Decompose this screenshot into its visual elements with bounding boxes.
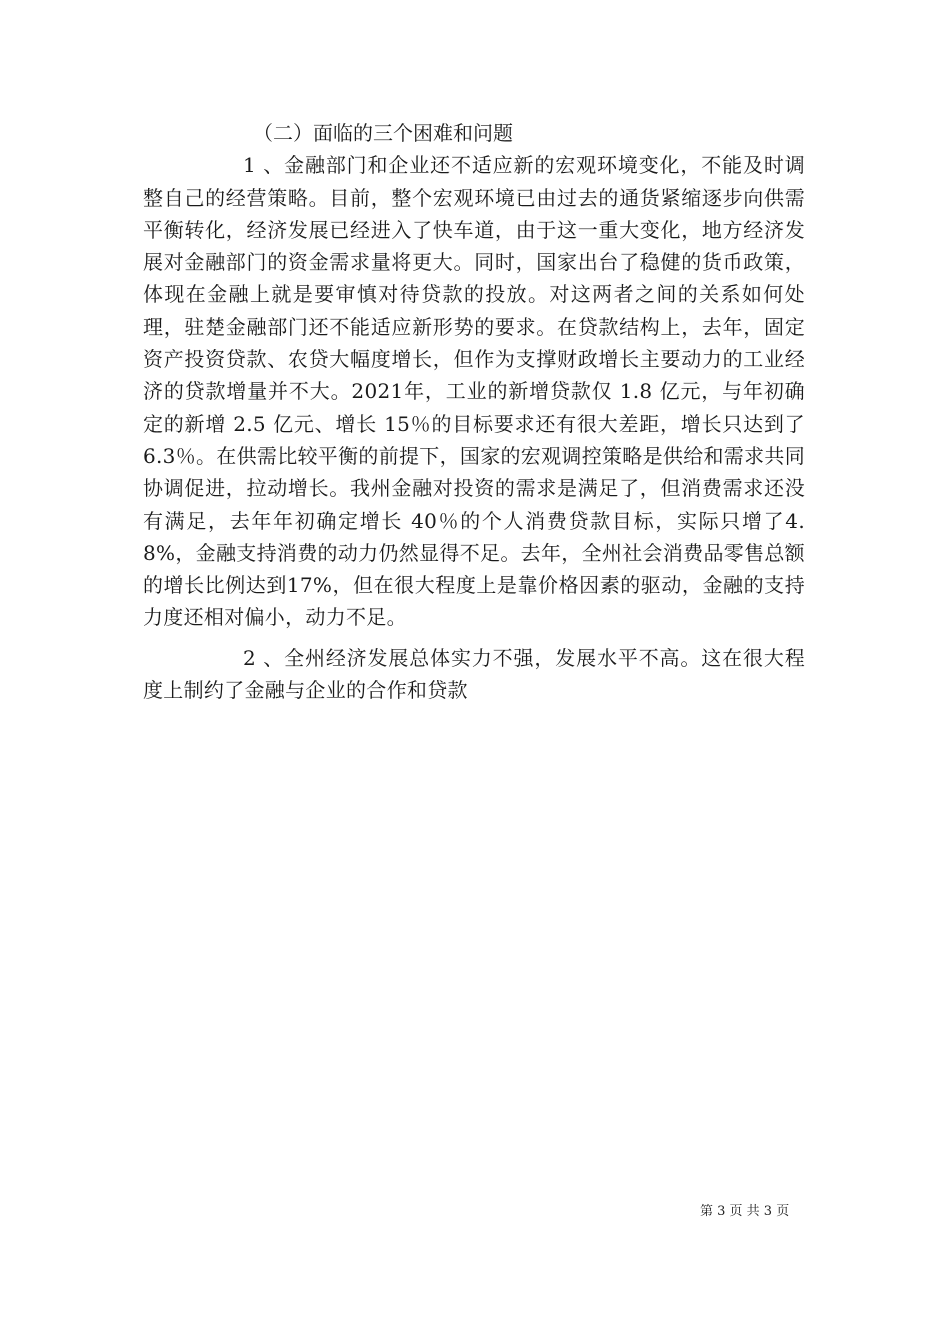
section-heading: （二）面临的三个困难和问题: [253, 121, 513, 145]
paragraph-1: 1 、金融部门和企业还不适应新的宏观环境变化，不能及时调整自己的经营策略。目前，整个宏观环境已由过去的通货紧缩逐步向供需平衡转化，经济发展已经进入了快车道，由于这一重大变化，地方经济发展对金融部门的资金需求量将更大。同时，国家出台了稳健的货币政策，体现在金融上就是要审慎对待贷款的投放。对这两者之间的关系如何处理，驻楚金融部门还不能适应新形势的要求。在贷款结构上，去年，固定资产投资贷款、农贷大幅度增长，但作为支撑财政增长主要动力的工业经济的贷款增量并不大。2021年，工业的新增贷款仅 1.8 亿元，与年初确定的新增 2.5 亿元、增长 15％的目标要求还有很大差距，增长只达到了 6.3％。在供需比较平衡的前提下，国家的宏观调控策略是供给和需求共同协调促进，拉动增长。我州金融对投资的需求是满足了，但消费需求还没有满足，去年年初确定增长 40％的个人消费贷款目标，实际只增了4.8%，金融支持消费的动力仍然显得不足。去年，全州社会消费品零售总额的增长比例达到17%，但在很大程度上是靠价格因素的驱动，金融的支持力度还相对偏小，动力不足。: [143, 153, 806, 630]
paragraph-2: 2 、全州经济发展总体实力不强，发展水平不高。这在很大程度上制约了金融与企业的合作和贷款: [143, 645, 805, 703]
page-number-footer: 第 3 页 共 3 页: [700, 1204, 790, 1219]
document-body: [143, 117, 805, 706]
